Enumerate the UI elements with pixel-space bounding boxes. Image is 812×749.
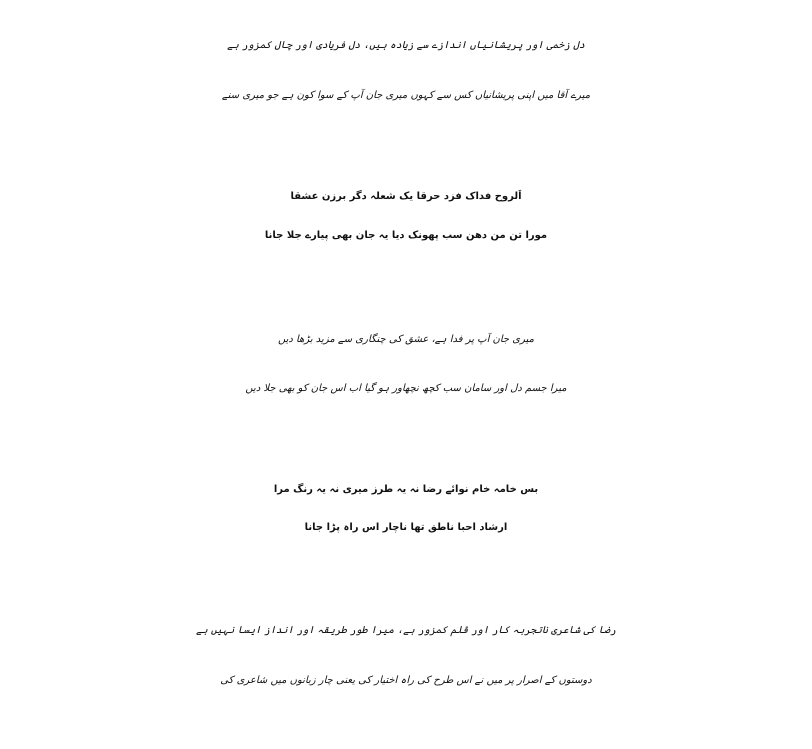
stanza-5-line-1: رضا کی شاعری ناتجربہ کار اور قلم کمزور ہے، میرا طور طریقہ اور انداز ایسا نہیں ہے xyxy=(196,625,616,636)
stanza-2-line-1: اَلروح فداک فزد حرقا یک شعلہ دگر برزن عشقا xyxy=(290,191,522,202)
stanza-1-line-1: دل زخمی اور پریشانیاں اندازے سے زیادہ ہیں، دل فریادی اور چال کمزور ہے xyxy=(227,40,585,51)
stanza-4-line-1: بس خامہ خام نوائے رضا نہ یہ طرز میری نہ یہ رنگ مرا xyxy=(273,484,539,495)
stanza-3-line-2: میرا جسم دل اور سامان سب کچھ نچھاور ہو گیا اب اس جان کو بھی جلا دیں xyxy=(245,383,567,394)
stanza-4-line-2: ارشاد احبا ناطق تھا ناچار اس راہ پڑا جانا xyxy=(304,522,508,533)
stanza-2-line-2: مورا تن من دھن سب پھونک دیا یہ جان بھی پیارے جلا جانا xyxy=(264,230,548,241)
stanza-1-line-2: میرے آقا میں اپنی پریشانیاں کس سے کہوں میری جان آپ کے سوا کون ہے جو میری سنے xyxy=(221,90,591,101)
stanza-5-line-2: دوستوں کے اصرار پر میں نے اس طرح کی راہ اختیار کی یعنی چار زبانوں میں شاعری کی xyxy=(220,675,592,686)
stanza-3-line-1: میری جان آپ پر فدا ہے، عشق کی چنگاری سے مزید بڑھا دیں xyxy=(277,334,535,345)
